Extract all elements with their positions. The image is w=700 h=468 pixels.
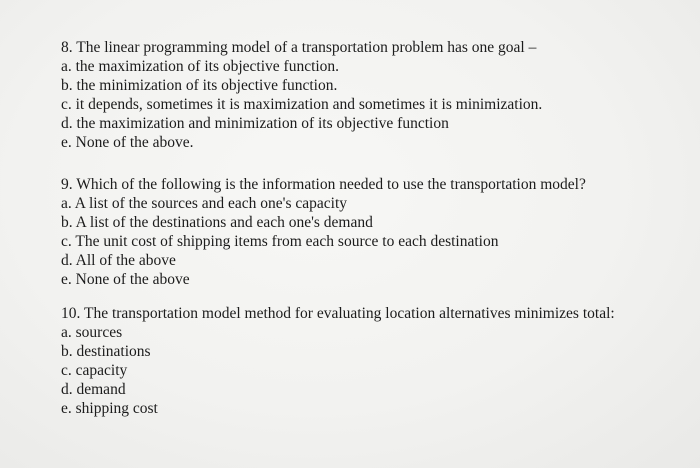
question-10-option-a: a. sources (61, 324, 123, 341)
question-10-option-e: e. shipping cost (61, 400, 158, 417)
question-8-option-d: d. the maximization and minimization of its objective function (61, 115, 449, 132)
question-9-option-a: a. A list of the sources and each one's capacity (61, 195, 348, 212)
question-9-option-b: b. A list of the destinations and each one's demand (61, 214, 373, 231)
question-9 (61, 175, 586, 289)
question-8-option-a: a. the maximization of its objective function. (61, 58, 340, 75)
question-9-option-e: e. None of the above (61, 271, 190, 288)
question-8-option-c: c. it depends, sometimes it is maximization and sometimes it is minimization. (61, 96, 543, 113)
question-10-option-b: b. destinations (61, 343, 151, 360)
question-9-option-c: c. The unit cost of shipping items from each source to each destination (61, 233, 499, 250)
question-8-option-e: e. None of the above. (61, 134, 194, 151)
question-10 (61, 304, 615, 418)
question-9-option-d: d. All of the above (61, 252, 176, 269)
question-8-stem: 8. The linear programming model of a transportation problem has one goal – (61, 39, 537, 56)
question-8 (61, 38, 542, 152)
question-10-option-d: d. demand (61, 381, 126, 398)
question-10-stem: 10. The transportation model method for evaluating location alternatives minimizes total: (61, 305, 615, 322)
question-9-stem: 9. Which of the following is the information needed to use the transportation model? (61, 176, 586, 193)
question-10-option-c: c. capacity (61, 362, 128, 379)
question-8-option-b: b. the minimization of its objective function. (61, 77, 338, 94)
